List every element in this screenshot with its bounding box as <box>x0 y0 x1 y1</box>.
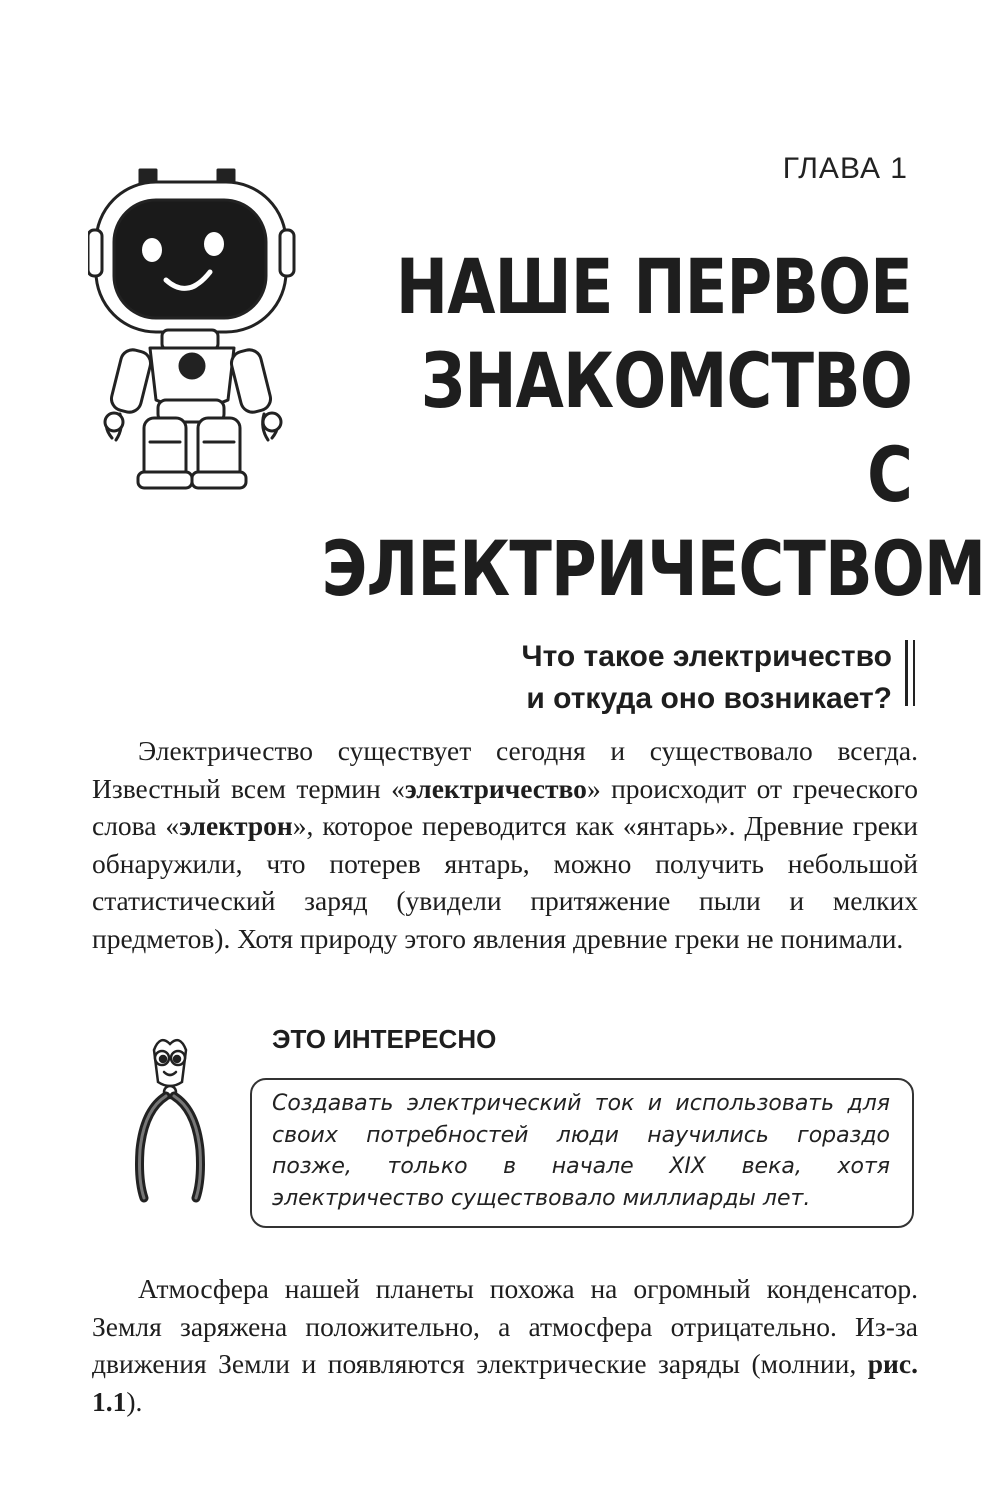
section-heading-line-1: Что такое электричество <box>521 640 892 673</box>
chapter-title <box>321 240 986 616</box>
paragraph-atmosphere <box>92 1270 918 1420</box>
chapter-title-line-3: С ЭЛЕКТРИЧЕСТВОМ <box>321 430 986 613</box>
heading-marker <box>905 640 908 706</box>
chapter-label: ГЛАВА 1 <box>782 152 908 185</box>
robot-mascot-icon <box>88 160 303 490</box>
paragraph-text: Атмосфера нашей планеты похожа на огромный конденсатор. Земля заряжена положительно, а атмосфера отрицательно. Из-за движения Земли и появляются электрические заряды (молнии, <box>92 1273 918 1379</box>
paragraph-text: » происходит от греческого слова « <box>92 772 919 841</box>
paragraph-text: », которое переводится как «янтарь». Древние греки обнаружили, что потерев янтарь, можно получить небольшой статистический заряд (увидели притяжение пыли и мелких предметов). Хотя природу этого явления древние греки не понимали. <box>92 810 918 954</box>
paragraph-text: ). <box>126 1385 143 1417</box>
paragraph-text: Электричество существует сегодня и существовало всегда. Известный всем термин « <box>92 735 918 804</box>
heading-marker <box>913 640 915 706</box>
section-heading-line-2: и откуда оно возникает? <box>526 682 892 715</box>
chapter-title-line-2: ЗНАКОМСТВО <box>420 336 912 425</box>
paragraph-intro <box>92 732 918 957</box>
figure-reference: рис. 1.1 <box>92 1348 918 1417</box>
chapter-title-line-1: НАШЕ ПЕРВОЕ <box>395 242 912 331</box>
term-electricity: электричество <box>404 772 587 804</box>
section-heading <box>392 636 892 720</box>
pliers-mascot-icon <box>130 1030 210 1205</box>
interesting-box <box>250 1078 914 1228</box>
interesting-title: ЭТО ИНТЕРЕСНО <box>272 1024 497 1054</box>
interesting-text: Создавать электрический ток и использовать для своих потребностей люди научились гораздо позже, только в начале XIX века, хотя электричество существовало миллиарды лет. <box>272 1091 890 1211</box>
term-electron: электрон <box>179 810 293 841</box>
